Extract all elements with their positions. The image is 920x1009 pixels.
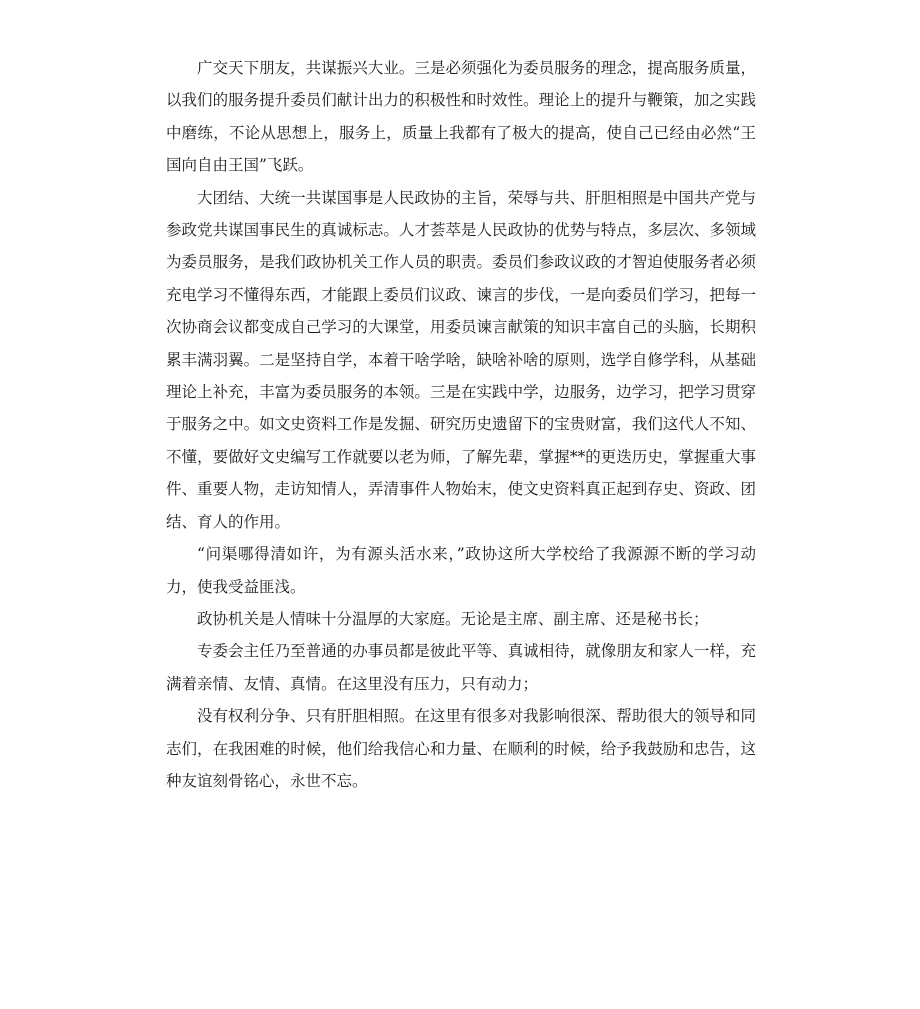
document-body (166, 52, 756, 797)
paragraph-2: 大团结、大统一共谋国事是人民政协的主旨，荣辱与共、肝胆相照是中国共产党与参政党共谋国事民生的真诚标志。人才荟萃是人民政协的优势与特点，多层次、多领域为委员服务，是我们政协机关工作人员的职责。委员们参政议政的才智迫使服务者必须充电学习不懂得东西，才能跟上委员们议政、谏言的步伐，一是向委员们学习，把每一次协商会议都变成自己学习的大课堂，用委员谏言献策的知识丰富自己的头脑，长期积累丰满羽翼。二是坚持自学，本着干啥学啥，缺啥补啥的原则，选学自修学科，从基础理论上补充，丰富为委员服务的本领。三是在实践中学，边服务，边学习，把学习贯穿于服务之中。如文史资料工作是发掘、研究历史遗留下的宝贵财富，我们这代人不知、不懂，要做好文史编写工作就要以老为师，了解先辈，掌握**的更迭历史，掌握重大事件、重要人物，走访知情人，弄清事件人物始末，使文史资料真正起到存史、资政、团结、育人的作用。 (166, 188, 756, 531)
paragraph-5: 专委会主任乃至普通的办事员都是彼此平等、真诚相待，就像朋友和家人一样，充满着亲情、友情、真情。在这里没有压力，只有动力； (166, 642, 756, 693)
paragraph-1: 广交天下朋友，共谋振兴大业。三是必须强化为委员服务的理念，提高服务质量，以我们的服务提升委员们献计出力的积极性和时效性。理论上的提升与鞭策，加之实践中磨练，不论从思想上，服务上，质量上我都有了极大的提高，使自己已经由必然“王国向自由王国”飞跃。 (166, 59, 756, 175)
paragraph-6: 没有权利分争、只有肝胆相照。在这里有很多对我影响很深、帮助很大的领导和同志们，在我困难的时候，他们给我信心和力量、在顺利的时候，给予我鼓励和忠告，这种友谊刻骨铭心，永世不忘。 (166, 707, 756, 790)
paragraph-4: 政协机关是人情味十分温厚的大家庭。无论是主席、副主席、还是秘书长； (197, 609, 709, 628)
paragraph-3: “问渠哪得清如许，为有源头活水来，”政协这所大学校给了我源源不断的学习动力，使我受益匪浅。 (166, 545, 756, 596)
